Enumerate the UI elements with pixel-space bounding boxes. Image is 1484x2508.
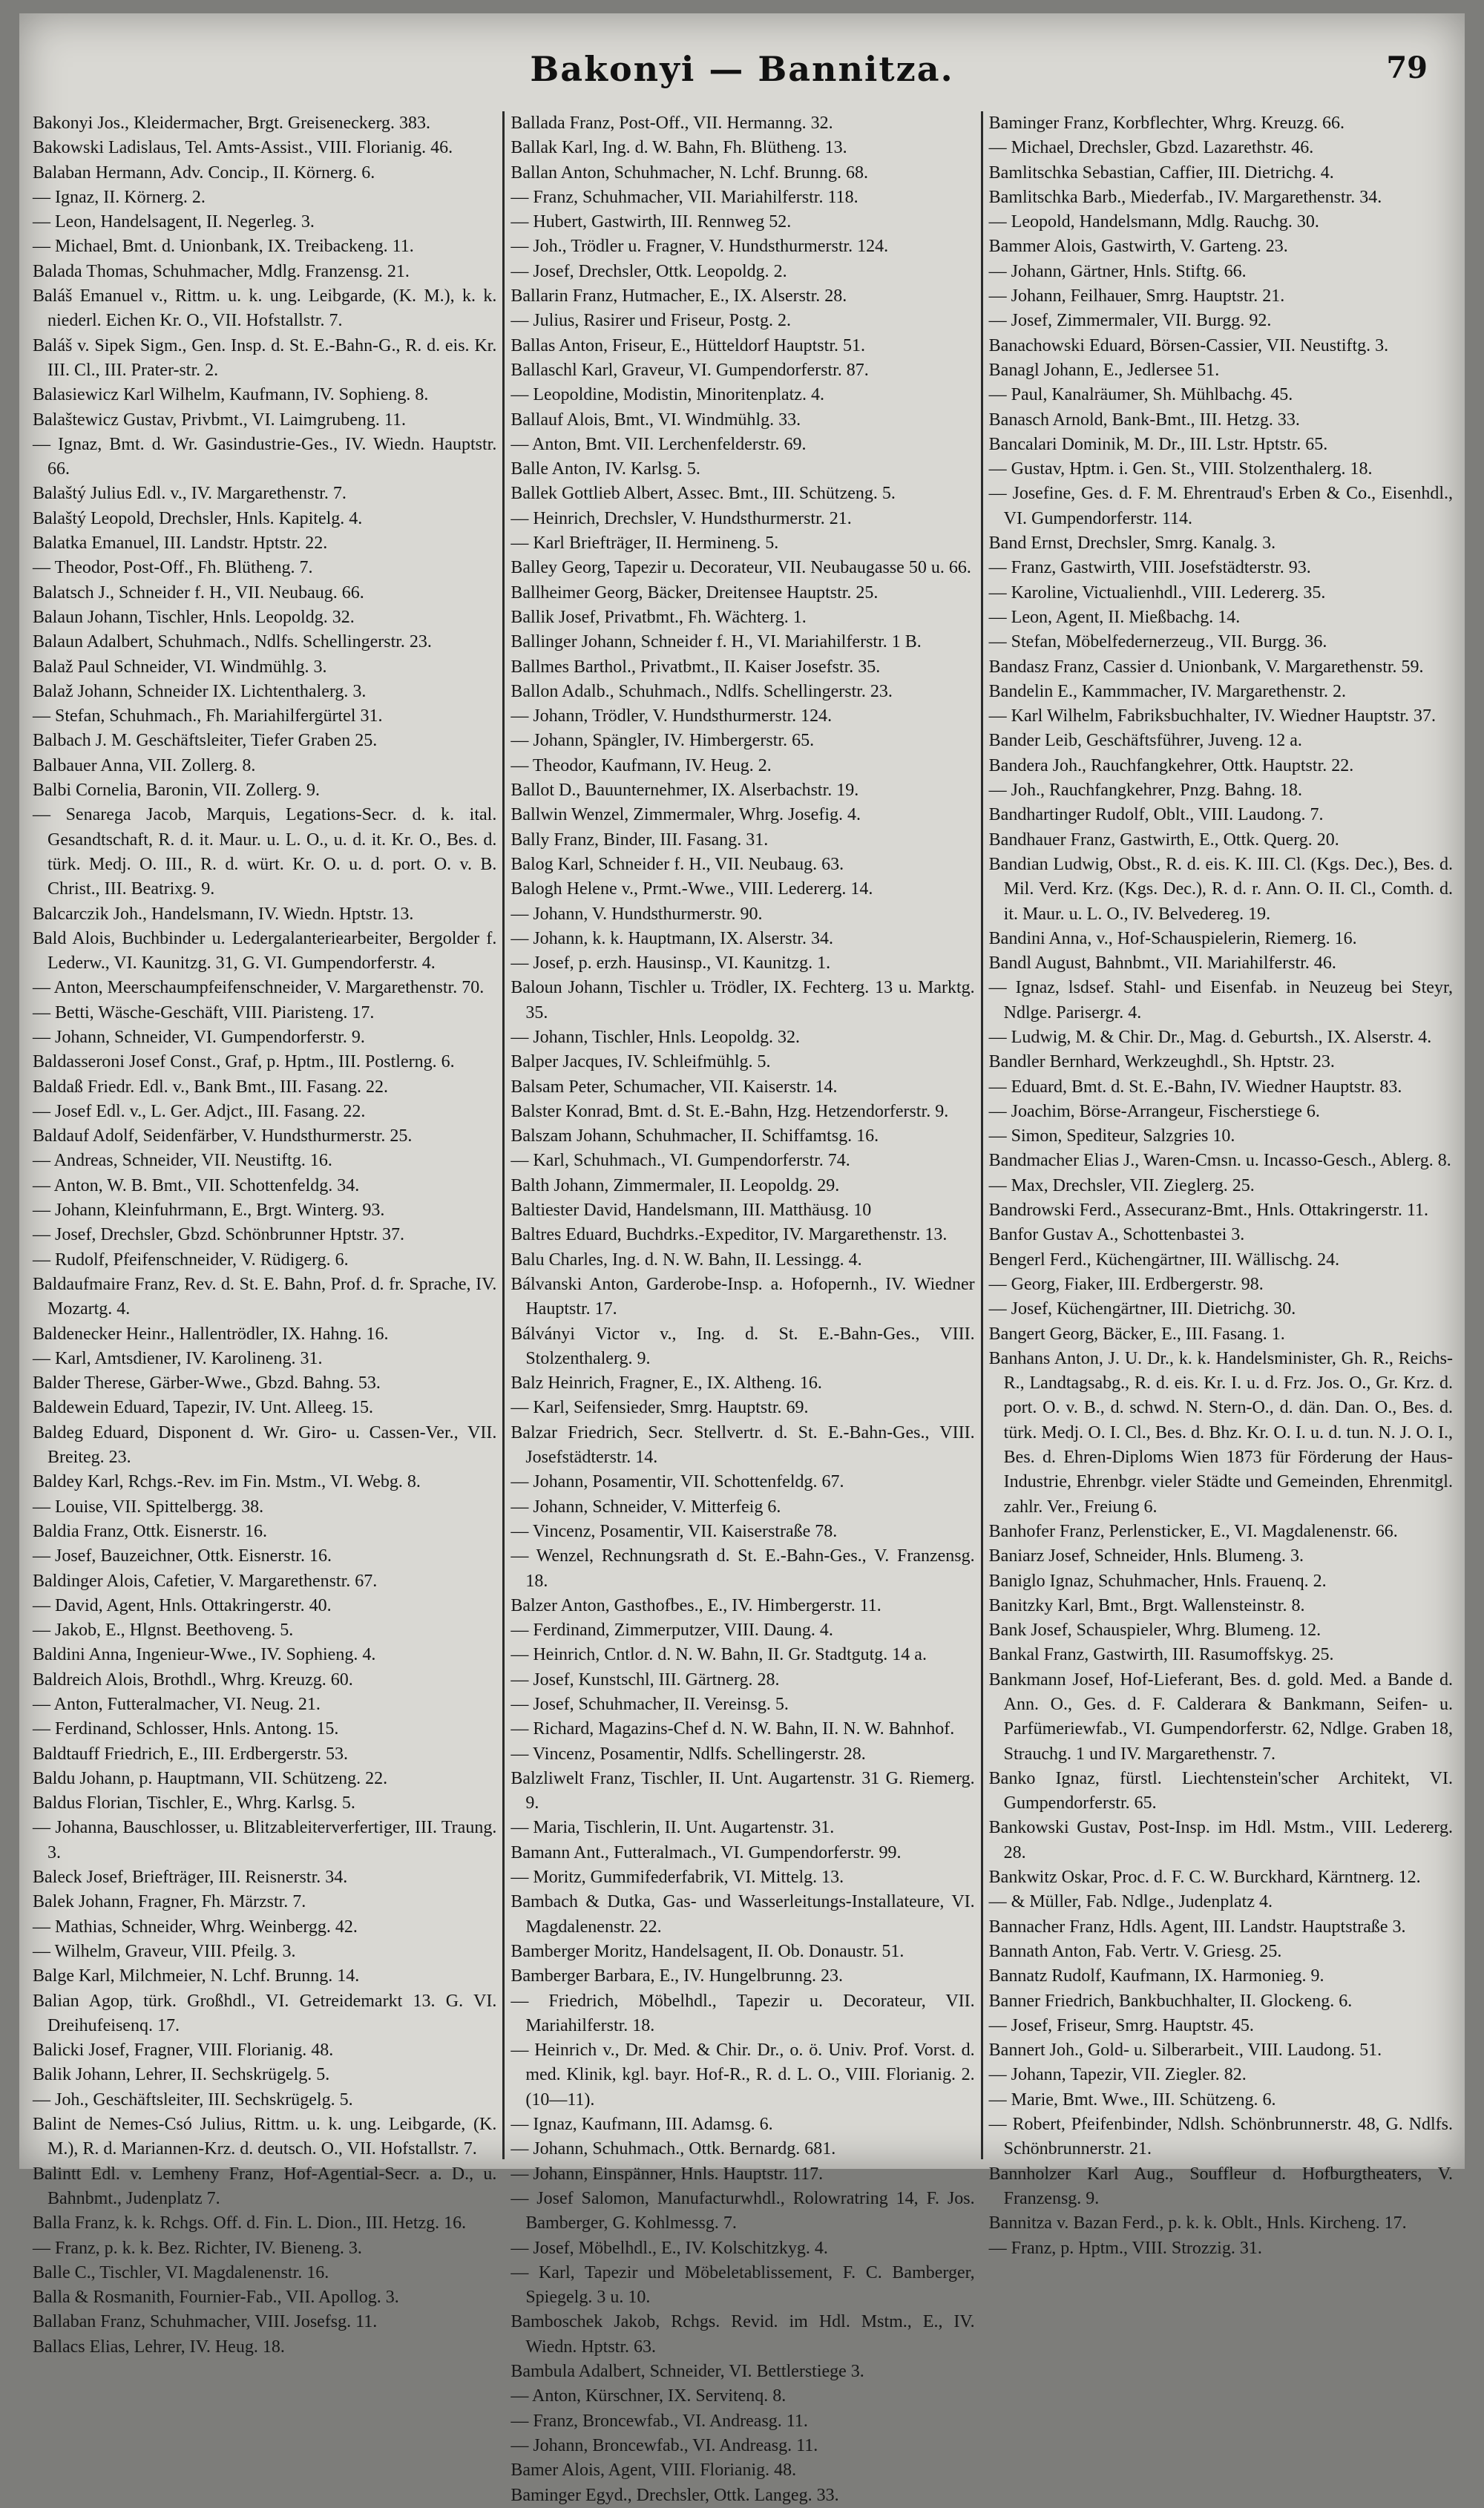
directory-entry: Bannath Anton, Fab. Vertr. V. Griesg. 25.: [988, 1941, 1282, 1961]
directory-entry: Baminger Franz, Korbflechter, Whrg. Kreuzg. 66.: [988, 114, 1345, 133]
directory-entry: Balbi Cornelia, Baronin, VII. Zollerg. 9.: [33, 781, 321, 801]
directory-entry: Balder Therese, Gärber-Wwe., Gbzd. Bahng. 53.: [33, 1373, 381, 1393]
directory-entry: — Johann, Spängler, IV. Himbergerstr. 65.: [510, 731, 815, 751]
directory-entry: — Josefine, Ges. d. F. M. Ehrentraud's Erben & Co., Eisenhdl., VI. Gumpendorferstr. 114.: [988, 484, 1453, 528]
directory-entry: Banner Friedrich, Bankbuchhalter, II. Glockeng. 6.: [988, 1991, 1353, 2011]
directory-entry: Baldewein Eduard, Tapezir, IV. Unt. Alleeg. 15.: [33, 1398, 374, 1418]
directory-entry: — Johann, Tischler, Hnls. Leopoldg. 32.: [510, 1027, 801, 1047]
directory-entry: — Vincenz, Posamentir, VII. Kaiserstraße 78.: [510, 1521, 838, 1541]
directory-entry: Bandera Joh., Rauchfangkehrer, Ottk. Hauptstr. 22.: [988, 755, 1354, 775]
page-number: 79: [1386, 50, 1428, 85]
directory-entry: Baniarz Josef, Schneider, Hnls. Blumeng. 3.: [988, 1546, 1304, 1566]
directory-entry: — Richard, Magazins-Chef d. N. W. Bahn, II. N. W. Bahnhof.: [510, 1719, 955, 1739]
directory-entry: Bannitza v. Bazan Ferd., p. k. k. Oblt., Hnls. Kircheng. 17.: [988, 2213, 1407, 2233]
directory-entry: Ballek Gottlieb Albert, Assec. Bmt., III. Schützeng. 5.: [510, 484, 896, 504]
directory-entry: Baldini Anna, Ingenieur-Wwe., IV. Sophieng. 4.: [33, 1645, 376, 1665]
directory-entry: — Eduard, Bmt. d. St. E.-Bahn, IV. Wiedner Hauptstr. 83.: [988, 1077, 1402, 1097]
directory-entry: Balaštý Julius Edl. v., IV. Margarethenstr. 7.: [33, 484, 347, 504]
directory-entry: — Rudolf, Pfeifenschneider, V. Rüdigerg. 6.: [33, 1250, 349, 1270]
directory-entry: Ballarin Franz, Hutmacher, E., IX. Alserstr. 28.: [510, 286, 847, 306]
directory-column-3: [981, 111, 1459, 2258]
directory-entry: — Senarega Jacob, Marquis, Legations-Secr. d. k. ital. Gesandtschaft, R. d. it. Maur. u. L. O., u. d. it. Kr. O., Bes. d. türk. Medj. O. III., R. d. würt. Kr. O. u. d. port. O. v. B. Christ., III. Beatrixg. 9.: [33, 805, 497, 899]
directory-entry: — Karl, Amtsdiener, IV. Karolineng. 31.: [33, 1348, 323, 1368]
directory-entry: Bamberger Barbara, E., IV. Hungelbrunng. 23.: [510, 1966, 843, 1986]
directory-entry: — Johann, Posamentir, VII. Schottenfeldg. 67.: [510, 1472, 844, 1492]
directory-entry: Bandelin E., Kammmacher, IV. Margarethenstr. 2.: [988, 681, 1347, 701]
directory-entry: Bamberger Moritz, Handelsagent, II. Ob. Donaustr. 51.: [510, 1941, 904, 1961]
directory-entry: — Heinrich, Drechsler, V. Hundsthurmerstr. 21.: [510, 508, 852, 528]
directory-entry: Bank Josef, Schauspieler, Whrg. Blumeng. 12.: [988, 1621, 1322, 1641]
directory-entry: Ballwin Wenzel, Zimmermaler, Whrg. Josefig. 4.: [510, 805, 861, 825]
directory-entry: Baldus Florian, Tischler, E., Whrg. Karlsg. 5.: [33, 1793, 355, 1813]
directory-entry: Bamann Ant., Futteralmach., VI. Gumpendorferstr. 99.: [510, 1842, 902, 1862]
directory-entry: Balogh Helene v., Prmt.-Wwe., VIII. Ledererg. 14.: [510, 879, 873, 899]
directory-entry: Balth Johann, Zimmermaler, II. Leopoldg. 29.: [510, 1175, 840, 1195]
directory-entry: Bally Franz, Binder, III. Fasang. 31.: [510, 830, 769, 850]
directory-entry: Banagl Johann, E., Jedlersee 51.: [988, 360, 1220, 380]
directory-entry: Bangert Georg, Bäcker, E., III. Fasang. 1.: [988, 1324, 1285, 1344]
directory-entry: — Hubert, Gastwirth, III. Rennweg 52.: [510, 212, 792, 232]
directory-entry: — Anton, Bmt. VII. Lerchenfelderstr. 69.: [510, 434, 807, 454]
directory-entry: — Simon, Spediteur, Salzgries 10.: [988, 1126, 1235, 1146]
directory-entry: — Ignaz, II. Körnerg. 2.: [33, 187, 206, 207]
directory-entry: — Anton, Futteralmacher, VI. Neug. 21.: [33, 1695, 321, 1714]
directory-entry: Baldey Karl, Rchgs.-Rev. im Fin. Mstm., VI. Webg. 8.: [33, 1472, 421, 1492]
directory-entry: Baldtauff Friedrich, E., III. Erdbergerstr. 53.: [33, 1744, 348, 1764]
directory-entry: Bannholzer Karl Aug., Souffleur d. Hofburgtheaters, V. Franzensg. 9.: [988, 2164, 1453, 2208]
directory-entry: — Franz, Schuhmacher, VII. Mariahilferstr. 118.: [510, 187, 858, 207]
directory-entry: Bamboschek Jakob, Rchgs. Revid. im Hdl. Mstm., E., IV. Wiedn. Hptstr. 63.: [510, 2312, 975, 2357]
directory-entry: Bald Alois, Buchbinder u. Ledergalanteriearbeiter, Bergolder f. Lederw., VI. Kaunitzg. 31, G. VI. Gumpendorferstr. 4.: [33, 928, 497, 974]
directory-entry: Baminger Egyd., Drechsler, Ottk. Langeg. 33.: [510, 2485, 839, 2505]
directory-entry: — Franz, Broncewfab., VI. Andreasg. 11.: [510, 2411, 808, 2431]
directory-entry: Bammer Alois, Gastwirth, V. Garteng. 23.: [988, 237, 1288, 257]
directory-entry: Balbach J. M. Geschäftsleiter, Tiefer Graben 25.: [33, 731, 378, 751]
directory-entry: — David, Agent, Hnls. Ottakringerstr. 40.: [33, 1595, 332, 1615]
directory-entry: Balszam Johann, Schuhmacher, II. Schiffamtsg. 16.: [510, 1126, 879, 1146]
directory-entry: Bannatz Rudolf, Kaufmann, IX. Harmonieg. 9.: [988, 1966, 1324, 1986]
directory-entry: Bandler Bernhard, Werkzeughdl., Sh. Hptstr. 23.: [988, 1052, 1335, 1072]
directory-entry: Bankowski Gustav, Post-Insp. im Hdl. Mstm., VIII. Ledererg. 28.: [988, 1818, 1453, 1862]
directory-entry: Balge Karl, Milchmeier, N. Lchf. Brunng. 14.: [33, 1966, 360, 1986]
directory-entry: Balla Franz, k. k. Rchgs. Off. d. Fin. L. Dion., III. Hetzg. 16.: [33, 2213, 467, 2233]
directory-entry: Baldu Johann, p. Hauptmann, VII. Schützeng. 22.: [33, 1768, 388, 1788]
directory-entry: Baldinger Alois, Cafetier, V. Margarethenstr. 67.: [33, 1571, 378, 1591]
directory-entry: — Julius, Rasirer und Friseur, Postg. 2.: [510, 311, 792, 331]
directory-columns: [27, 111, 1459, 2505]
directory-entry: Ballmes Barthol., Privatbmt., II. Kaiser Josefstr. 35.: [510, 657, 881, 677]
directory-entry: Balper Jacques, IV. Schleifmühlg. 5.: [510, 1052, 771, 1072]
directory-entry: — Josef, Drechsler, Gbzd. Schönbrunner Hptstr. 37.: [33, 1225, 404, 1245]
directory-entry: Bamlitschka Sebastian, Caffier, III. Dietrichg. 4.: [988, 163, 1334, 183]
directory-entry: Balintt Edl. v. Lemheny Franz, Hof-Agential-Secr. a. D., u. Bahnbmt., Judenplatz 7.: [33, 2164, 497, 2208]
directory-entry: Ballada Franz, Post-Off., VII. Hermanng. 32.: [510, 114, 833, 133]
directory-entry: — Theodor, Post-Off., Fh. Blütheng. 7.: [33, 558, 313, 578]
directory-entry: — Karl Briefträger, II. Hermineng. 5.: [510, 534, 779, 554]
directory-entry: Balsam Peter, Schumacher, VII. Kaiserstr. 14.: [510, 1077, 838, 1097]
directory-entry: — Heinrich, Cntlor. d. N. W. Bahn, II. Gr. Stadtgutg. 14 a.: [510, 1645, 927, 1665]
directory-entry: — Johann, Einspänner, Hnls. Hauptstr. 117.: [510, 2164, 824, 2184]
directory-entry: — Ludwig, M. & Chir. Dr., Mag. d. Geburtsh., IX. Alserstr. 4.: [988, 1027, 1432, 1047]
directory-entry: Baloun Johann, Tischler u. Trödler, IX. Fechterg. 13 u. Marktg. 35.: [510, 978, 975, 1022]
directory-entry: Balzliwelt Franz, Tischler, II. Unt. Augartenstr. 31 G. Riemerg. 9.: [510, 1768, 975, 1813]
directory-entry: Baldenecker Heinr., Hallentrödler, IX. Hahng. 16.: [33, 1324, 389, 1344]
directory-entry: — Johann, k. k. Hauptmann, IX. Alserstr. 34.: [510, 928, 833, 948]
directory-entry: Balicki Josef, Fragner, VIII. Florianig. 48.: [33, 2041, 334, 2061]
directory-entry: — Johanna, Bauschlosser, u. Blitzableiterverfertiger, III. Traung. 3.: [33, 1818, 497, 1862]
directory-entry: Baldeg Eduard, Disponent d. Wr. Giro- u. Cassen-Ver., VII. Breiteg. 23.: [33, 1422, 497, 1468]
directory-entry: Balint de Nemes-Csó Julius, Rittm. u. k. ung. Leibgarde, (K. M.), R. d. Mariannen-Krz. d. deutsch. O., VII. Hofstallstr. 7.: [33, 2115, 497, 2159]
directory-entry: Ballon Adalb., Schuhmach., Ndlfs. Schellingerstr. 23.: [510, 681, 893, 701]
directory-entry: Ballak Karl, Ing. d. W. Bahn, Fh. Blütheng. 13.: [510, 138, 847, 158]
directory-entry: — Johann, Trödler, V. Hundsthurmerstr. 124.: [510, 706, 833, 726]
directory-entry: Ballacs Elias, Lehrer, IV. Heug. 18.: [33, 2337, 285, 2357]
directory-entry: Ballinger Johann, Schneider f. H., VI. Mariahilferstr. 1 B.: [510, 632, 922, 652]
directory-entry: Baláš Emanuel v., Rittm. u. k. ung. Leibgarde, (K. M.), k. k. niederl. Eichen Kr. O., VII. Hofstallstr. 7.: [33, 286, 497, 331]
directory-entry: Baltres Eduard, Buchdrks.-Expeditor, IV. Margarethenstr. 13.: [510, 1225, 948, 1245]
directory-entry: — Robert, Pfeifenbinder, Ndlsh. Schönbrunnerstr. 48, G. Ndlfs. Schönbrunnerstr. 21.: [988, 2115, 1453, 2159]
directory-entry: Bálvanski Anton, Garderobe-Insp. a. Hofopernh., IV. Wiedner Hauptstr. 17.: [510, 1274, 975, 1319]
directory-entry: Balster Konrad, Bmt. d. St. E.-Bahn, Hzg. Hetzendorferstr. 9.: [510, 1101, 949, 1121]
directory-entry: Banhans Anton, J. U. Dr., k. k. Handelsminister, Gh. R., Reichs-R., Landtagsabg., R. d. eis. Kr. I. u. d. Frz. Jos. O., Gr. Krz. d. port. O. v. B., d. schwd. N. Stern-O., d. dän. Dan. O., Bes. d. türk. Medj. O. I. Cl., Bes. d. Bhz. Kr. O. I. u. d. tun. N. J. O. I., Bes. d. Ehren-Diploms Wien 1873 für Förderung der Haus-Industrie, Ehrenbgr. vieler Städte und Gemeinden, Ehrenmitgl. zahlr. Ver., Freiung 6.: [988, 1348, 1453, 1517]
directory-entry: — Josef, Friseur, Smrg. Hauptstr. 45.: [988, 2015, 1254, 2035]
directory-entry: Balaž Paul Schneider, VI. Windmühlg. 3.: [33, 657, 327, 677]
directory-entry: — Johann, Tapezir, VII. Ziegler. 82.: [988, 2065, 1247, 2085]
directory-entry: Banasch Arnold, Bank-Bmt., III. Hetzg. 33.: [988, 410, 1300, 430]
directory-entry: — Joachim, Börse-Arrangeur, Fischerstiege 6.: [988, 1101, 1320, 1121]
directory-entry: — Georg, Fiaker, III. Erdbergerstr. 98.: [988, 1274, 1264, 1294]
directory-entry: — Ferdinand, Zimmerputzer, VIII. Daung. 4.: [510, 1621, 833, 1641]
directory-entry: Baleck Josef, Briefträger, III. Reisnerstr. 34.: [33, 1868, 348, 1888]
directory-entry: Bengerl Ferd., Küchengärtner, III. Wällischg. 24.: [988, 1250, 1340, 1270]
directory-entry: Ballik Josef, Privatbmt., Fh. Wächterg. 1.: [510, 607, 807, 627]
directory-entry: Ballot D., Bauunternehmer, IX. Alserbachstr. 19.: [510, 781, 859, 801]
directory-entry: Balada Thomas, Schuhmacher, Mdlg. Franzensg. 21.: [33, 261, 410, 281]
directory-entry: Bannert Joh., Gold- u. Silberarbeit., VIII. Laudong. 51.: [988, 2041, 1382, 2061]
directory-entry: Ballaban Franz, Schuhmacher, VIII. Josefsg. 11.: [33, 2312, 378, 2332]
directory-entry: Banitzky Karl, Bmt., Brgt. Wallensteinstr. 8.: [988, 1595, 1305, 1615]
directory-entry: Baniglo Ignaz, Schuhmacher, Hnls. Frauenq. 2.: [988, 1571, 1327, 1591]
directory-entry: Bamlitschka Barb., Miederfab., IV. Margarethenstr. 34.: [988, 187, 1382, 207]
directory-entry: Balaun Adalbert, Schuhmach., Ndlfs. Schellingerstr. 23.: [33, 632, 432, 652]
directory-entry: — Moritz, Gummifederfabrik, VI. Mittelg. 13.: [510, 1868, 844, 1888]
directory-entry: Balcarczik Joh., Handelsmann, IV. Wiedn. Hptstr. 13.: [33, 904, 414, 924]
directory-entry: Baldauf Adolf, Seidenfärber, V. Hundsthurmerstr. 25.: [33, 1126, 413, 1146]
directory-entry: — Karl, Tapezir und Möbeletablissement, F. C. Bamberger, Spiegelg. 3 u. 10.: [510, 2262, 975, 2308]
directory-entry: Bakowski Ladislaus, Tel. Amts-Assist., VIII. Florianig. 46.: [33, 138, 453, 158]
directory-entry: Ballauf Alois, Bmt., VI. Windmühlg. 33.: [510, 410, 801, 430]
directory-entry: — Karl, Seifensieder, Smrg. Hauptstr. 69.: [510, 1398, 809, 1418]
directory-entry: Balla & Rosmanith, Fournier-Fab., VII. Apollog. 3.: [33, 2288, 399, 2308]
directory-entry: — Leon, Handelsagent, II. Negerleg. 3.: [33, 212, 315, 232]
directory-entry: Ballheimer Georg, Bäcker, Dreitensee Hauptstr. 25.: [510, 582, 879, 603]
directory-entry: — Johann, Schneider, VI. Gumpendorferstr. 9.: [33, 1027, 365, 1047]
directory-entry: — Wilhelm, Graveur, VIII. Pfeilg. 3.: [33, 1941, 296, 1961]
directory-entry: — Wenzel, Rechnungsrath d. St. E.-Bahn-Ges., V. Franzensg. 18.: [510, 1546, 975, 1591]
directory-entry: — Joh., Trödler u. Fragner, V. Hundsthurmerstr. 124.: [510, 237, 889, 257]
directory-entry: — Stefan, Möbelfedernerzeug., VII. Burgg. 36.: [988, 632, 1327, 652]
directory-entry: Balaban Hermann, Adv. Concip., II. Körnerg. 6.: [33, 163, 375, 183]
directory-entry: — Josef, Möbelhdl., E., IV. Kolschitzkyg. 4.: [510, 2238, 828, 2258]
directory-entry: — Marie, Bmt. Wwe., III. Schützeng. 6.: [988, 2090, 1276, 2110]
directory-entry: Balley Georg, Tapezir u. Decorateur, VII. Neubaugasse 50 u. 66.: [510, 558, 971, 578]
directory-entry: Balaž Johann, Schneider IX. Lichtenthalerg. 3.: [33, 681, 367, 701]
directory-entry: Baldaß Friedr. Edl. v., Bank Bmt., III. Fasang. 22.: [33, 1077, 389, 1097]
directory-entry: Bander Leib, Geschäftsführer, Juveng. 12 a.: [988, 731, 1302, 751]
directory-entry: — Michael, Drechsler, Gbzd. Lazarethstr. 46.: [988, 138, 1314, 158]
directory-entry: — Johann, Kleinfuhrmann, E., Brgt. Winterg. 93.: [33, 1201, 385, 1221]
directory-entry: — Josef, Zimmermaler, VII. Burgg. 92.: [988, 311, 1272, 331]
directory-entry: — Betti, Wäsche-Geschäft, VIII. Piaristeng. 17.: [33, 1002, 375, 1022]
directory-entry: Banko Ignaz, fürstl. Liechtenstein'scher Architekt, VI. Gumpendorferstr. 65.: [988, 1768, 1453, 1813]
directory-entry: — Karl, Schuhmach., VI. Gumpendorferstr. 74.: [510, 1151, 850, 1171]
directory-entry: — Johann, Feilhauer, Smrg. Hauptstr. 21.: [988, 286, 1285, 306]
directory-entry: — Johann, Gärtner, Hnls. Stiftg. 66.: [988, 261, 1247, 281]
directory-entry: — Andreas, Schneider, VII. Neustiftg. 16.: [33, 1151, 332, 1171]
directory-entry: — Leopold, Handelsmann, Mdlg. Rauchg. 30.: [988, 212, 1319, 232]
directory-entry: — Josef, Bauzeichner, Ottk. Eisnerstr. 16.: [33, 1546, 332, 1566]
directory-entry: — Johann, Schuhmach., Ottk. Bernardg. 681.: [510, 2139, 836, 2159]
directory-entry: — Ignaz, Kaufmann, III. Adamsg. 6.: [510, 2115, 773, 2135]
directory-entry: Baldaufmaire Franz, Rev. d. St. E. Bahn, Prof. d. fr. Sprache, IV. Mozartg. 4.: [33, 1274, 497, 1319]
directory-entry: Balle Anton, IV. Karlsg. 5.: [510, 459, 700, 479]
directory-entry: Bandhartinger Rudolf, Oblt., VIII. Laudong. 7.: [988, 805, 1324, 825]
directory-entry: Baldreich Alois, Brothdl., Whrg. Kreuzg. 60.: [33, 1670, 353, 1690]
directory-entry: — Maria, Tischlerin, II. Unt. Augartenstr. 31.: [510, 1818, 835, 1838]
directory-entry: Balzer Anton, Gasthofbes., E., IV. Himbergerstr. 11.: [510, 1595, 881, 1615]
directory-entry: — Joh., Geschäftsleiter, III. Sechskrügelg. 5.: [33, 2090, 353, 2110]
directory-entry: Bambula Adalbert, Schneider, VI. Bettlerstiege 3.: [510, 2362, 864, 2382]
directory-entry: — Johann, V. Hundsthurmerstr. 90.: [510, 904, 763, 924]
directory-entry: — Josef, Kunstschl, III. Gärtnerg. 28.: [510, 1670, 780, 1690]
directory-entry: — Karoline, Victualienhdl., VIII. Ledererg. 35.: [988, 582, 1326, 603]
directory-entry: Ballaschl Karl, Graveur, VI. Gumpendorferstr. 87.: [510, 360, 869, 380]
directory-entry: Bannacher Franz, Hdls. Agent, III. Landstr. Hauptstraße 3.: [988, 1917, 1406, 1937]
directory-entry: — Anton, W. B. Bmt., VII. Schottenfeldg. 34.: [33, 1175, 360, 1195]
directory-entry: Banachowski Eduard, Börsen-Cassier, VII. Neustiftg. 3.: [988, 335, 1389, 355]
directory-entry: — Stefan, Schuhmach., Fh. Mariahilfergürtel 31.: [33, 706, 383, 726]
directory-entry: Bandasz Franz, Cassier d. Unionbank, V. Margarethenstr. 59.: [988, 657, 1424, 677]
directory-entry: Bandmacher Elias J., Waren-Cmsn. u. Incasso-Gesch., Ablerg. 8.: [988, 1151, 1451, 1171]
directory-entry: — Josef, Küchengärtner, III. Dietrichg. 30.: [988, 1299, 1296, 1319]
directory-entry: Bankwitz Oskar, Proc. d. F. C. W. Burckhard, Kärntnerg. 12.: [988, 1868, 1421, 1888]
directory-column-2: [502, 111, 980, 2505]
directory-entry: Balz Heinrich, Fragner, E., IX. Altheng. 16.: [510, 1373, 822, 1393]
directory-entry: — Josef Salomon, Manufacturwhdl., Rolowratring 14, F. Jos. Bamberger, G. Kohlmessg. 7.: [510, 2188, 975, 2233]
directory-entry: Balle C., Tischler, VI. Magdalenenstr. 16.: [33, 2262, 329, 2282]
directory-entry: — Josef, Schuhmacher, II. Vereinsg. 5.: [510, 1695, 789, 1714]
directory-entry: — Karl Wilhelm, Fabriksbuchhalter, IV. Wiedner Hauptstr. 37.: [988, 706, 1436, 726]
directory-entry: — Johann, Schneider, V. Mitterfeig 6.: [510, 1497, 781, 1517]
directory-entry: Balatka Emanuel, III. Landstr. Hptstr. 22.: [33, 534, 328, 554]
directory-entry: — Josef, Drechsler, Ottk. Leopoldg. 2.: [510, 261, 787, 281]
directory-entry: — Michael, Bmt. d. Unionbank, IX. Treibackeng. 11.: [33, 237, 414, 257]
directory-entry: — Vincenz, Posamentir, Ndlfs. Schellingerstr. 28.: [510, 1744, 866, 1764]
directory-entry: — Jakob, E., Hlgnst. Beethoveng. 5.: [33, 1621, 294, 1641]
directory-entry: Bandl August, Bahnbmt., VII. Mariahilferstr. 46.: [988, 953, 1336, 974]
directory-entry: — Friedrich, Möbelhdl., Tapezir u. Decorateur, VII. Mariahilferstr. 18.: [510, 1991, 975, 2035]
directory-entry: Balzar Friedrich, Secr. Stellvertr. d. St. E.-Bahn-Ges., VIII. Josefstädterstr. 14.: [510, 1422, 975, 1468]
directory-entry: Balu Charles, Ing. d. N. W. Bahn, II. Lessingg. 4.: [510, 1250, 862, 1270]
directory-entry: — & Müller, Fab. Ndlge., Judenplatz 4.: [988, 1892, 1273, 1912]
page-title: Bakonyi — Bannitza.: [530, 49, 954, 89]
directory-entry: Balatsch J., Schneider f. H., VII. Neubaug. 66.: [33, 582, 364, 603]
directory-entry: Band Ernst, Drechsler, Smrg. Kanalg. 3.: [988, 534, 1276, 554]
directory-entry: — Franz, p. k. k. Bez. Richter, IV. Bieneng. 3.: [33, 2238, 362, 2258]
directory-entry: Balasiewicz Karl Wilhelm, Kaufmann, IV. Sophieng. 8.: [33, 385, 429, 405]
directory-entry: Baldia Franz, Ottk. Eisnerstr. 16.: [33, 1521, 267, 1541]
directory-entry: Balaun Johann, Tischler, Hnls. Leopoldg. 32.: [33, 607, 355, 627]
directory-entry: — Franz, Gastwirth, VIII. Josefstädterstr. 93.: [988, 558, 1311, 578]
directory-entry: Ballan Anton, Schuhmacher, N. Lchf. Brunng. 68.: [510, 163, 868, 183]
directory-entry: — Ferdinand, Schlosser, Hnls. Antong. 15.: [33, 1719, 339, 1739]
directory-entry: Bálványi Victor v., Ing. d. St. E.-Bahn-Ges., VIII. Stolzenthalerg. 9.: [510, 1324, 975, 1368]
directory-entry: Bandhauer Franz, Gastwirth, E., Ottk. Querg. 20.: [988, 830, 1339, 850]
directory-entry: Balbauer Anna, VII. Zollerg. 8.: [33, 755, 256, 775]
directory-entry: Bamer Alois, Agent, VIII. Florianig. 48.: [510, 2461, 797, 2481]
directory-entry: Bankmann Josef, Hof-Lieferant, Bes. d. gold. Med. a Bande d. Ann. O., Ges. d. F. Calderara & Bankmann, Seifen- u. Parfümeriewfab., VI. Gumpendorferstr. 62, Ndlge. Graben 18, Strauchg. 1 und IV. Margarethenstr. 7.: [988, 1670, 1453, 1764]
directory-entry: Baltiester David, Handelsmann, III. Matthäusg. 10: [510, 1201, 872, 1221]
directory-entry: — Mathias, Schneider, Whrg. Weinbergg. 42.: [33, 1917, 358, 1937]
directory-entry: — Ignaz, lsdsef. Stahl- und Eisenfab. in Neuzeug bei Steyr, Ndlge. Parisergr. 4.: [988, 978, 1453, 1022]
directory-entry: Baldasseroni Josef Const., Graf, p. Hptm., III. Postlerng. 6.: [33, 1052, 455, 1072]
directory-entry: Balaštewicz Gustav, Privbmt., VI. Laimgrubeng. 11.: [33, 410, 407, 430]
directory-entry: — Joh., Rauchfangkehrer, Pnzg. Bahng. 18.: [988, 781, 1302, 801]
directory-entry: — Anton, Kürschner, IX. Servitenq. 8.: [510, 2386, 787, 2406]
directory-entry: Bankal Franz, Gastwirth, III. Rasumoffskyg. 25.: [988, 1645, 1334, 1665]
directory-entry: Balik Johann, Lehrer, II. Sechskrügelg. 5.: [33, 2065, 330, 2085]
directory-entry: — Anton, Meerschaumpfeifenschneider, V. Margarethenstr. 70.: [33, 978, 485, 998]
directory-entry: — Ignaz, Bmt. d. Wr. Gasindustrie-Ges., IV. Wiedn. Hauptstr. 66.: [33, 434, 497, 479]
directory-entry: Bandini Anna, v., Hof-Schauspielerin, Riemerg. 16.: [988, 928, 1357, 948]
directory-entry: Balian Agop, türk. Großhdl., VI. Getreidemarkt 13. G. VI. Dreihufeisenq. 17.: [33, 1991, 497, 2035]
directory-entry: — Leopoldine, Modistin, Minoritenplatz. 4.: [510, 385, 824, 405]
directory-entry: — Max, Drechsler, VII. Zieglerg. 25.: [988, 1175, 1255, 1195]
directory-entry: Banhofer Franz, Perlensticker, E., VI. Magdalenenstr. 66.: [988, 1521, 1398, 1541]
directory-entry: — Franz, p. Hptm., VIII. Strozzig. 31.: [988, 2238, 1262, 2258]
directory-entry: — Paul, Kanalräumer, Sh. Mühlbachg. 45.: [988, 385, 1293, 405]
directory-entry: — Theodor, Kaufmann, IV. Heug. 2.: [510, 755, 772, 775]
page-header: [19, 49, 1465, 108]
directory-entry: Ballas Anton, Friseur, E., Hütteldorf Hauptstr. 51.: [510, 335, 865, 355]
directory-entry: Bambach & Dutka, Gas- und Wasserleitungs-Installateure, VI. Magdalenenstr. 22.: [510, 1892, 975, 1937]
directory-entry: — Josef Edl. v., L. Ger. Adjct., III. Fasang. 22.: [33, 1101, 366, 1121]
directory-entry: Bakonyi Jos., Kleidermacher, Brgt. Greiseneckerg. 383.: [33, 114, 431, 133]
directory-entry: — Louise, VII. Spittelbergg. 38.: [33, 1497, 264, 1517]
directory-entry: — Heinrich v., Dr. Med. & Chir. Dr., o. ö. Univ. Prof. Vorst. d. med. Klinik, kgl. bayr. Hof-R., R. d. L. O., VIII. Florianig. 2. (10—11).: [510, 2041, 975, 2110]
directory-entry: Balaštý Leopold, Drechsler, Hnls. Kapitelg. 4.: [33, 508, 363, 528]
directory-entry: Balek Johann, Fragner, Fh. Märzstr. 7.: [33, 1892, 306, 1912]
directory-entry: Banfor Gustav A., Schottenbastei 3.: [988, 1225, 1245, 1245]
directory-entry: — Johann, Broncewfab., VI. Andreasg. 11.: [510, 2435, 818, 2455]
directory-entry: Bancalari Dominik, M. Dr., III. Lstr. Hptstr. 65.: [988, 434, 1328, 454]
directory-entry: — Leon, Agent, II. Mießbachg. 14.: [988, 607, 1241, 627]
directory-entry: Balog Karl, Schneider f. H., VII. Neubaug. 63.: [510, 854, 844, 874]
directory-entry: Baláš v. Sipek Sigm., Gen. Insp. d. St. E.-Bahn-G., R. d. eis. Kr. III. Cl., III. Prater-str. 2.: [33, 335, 497, 380]
directory-entry: Bandian Ludwig, Obst., R. d. eis. K. III. Cl. (Kgs. Dec.), Bes. d. Mil. Verd. Krz. (Kgs. Dec.), R. d. r. Ann. O. II. Cl., Comth. d. it. Maur. u. L. O., IV. Belvedereg. 19.: [988, 854, 1453, 924]
directory-column-1: [27, 111, 502, 2357]
directory-entry: — Gustav, Hptm. i. Gen. St., VIII. Stolzenthalerg. 18.: [988, 459, 1373, 479]
directory-page: [19, 13, 1465, 2505]
directory-entry: Bandrowski Ferd., Assecuranz-Bmt., Hnls. Ottakringerstr. 11.: [988, 1201, 1429, 1221]
directory-entry: — Josef, p. erzh. Hausinsp., VI. Kaunitzg. 1.: [510, 953, 831, 974]
